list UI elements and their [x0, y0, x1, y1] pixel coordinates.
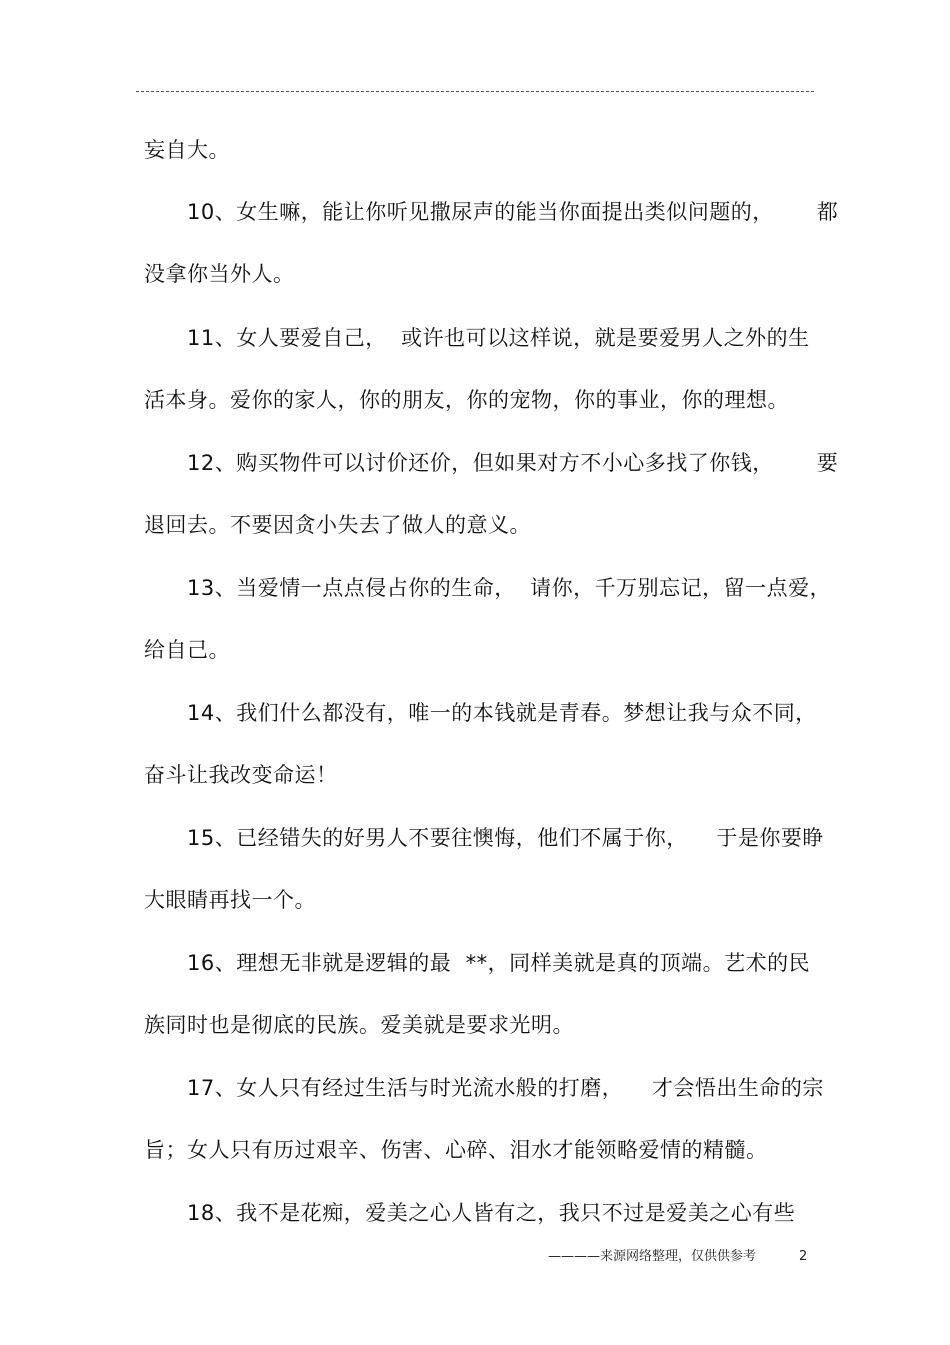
text-line: 18、我不是花痴，爱美之心人皆有之，我只不过是爱美之心有些 [187, 1201, 796, 1225]
text-line: 11、女人要爱自己， 或许也可以这样说，就是要爱男人之外的生 [187, 326, 810, 350]
page-number: 2 [799, 1249, 808, 1264]
text-line: 17、女人只有经过生活与时光流水般的打磨， 才会悟出生命的宗 [187, 1076, 824, 1100]
text-line: 没拿你当外人。 [144, 262, 295, 286]
text-line: 14、我们什么都没有，唯一的本钱就是青春。梦想让我与众不同， [187, 701, 817, 725]
text-line: 12、购买物件可以讨价还价，但如果对方不小心多找了你钱， 要 [187, 451, 839, 475]
text-line: 13、当爱情一点点侵占你的生命， 请你，千万别忘记，留一点爱， [187, 576, 832, 600]
text-line: 奋斗让我改变命运！ [144, 763, 338, 787]
text-line: 活本身。爱你的家人，你的朋友，你的宠物，你的事业，你的理想。 [144, 388, 789, 412]
text-line: 给自己。 [144, 638, 230, 662]
text-line: 族同时也是彻底的民族。爱美就是要求光明。 [144, 1013, 574, 1037]
text-line: 退回去。不要因贪小失去了做人的意义。 [144, 513, 531, 537]
text-line: 旨；女人只有历过艰辛、伤害、心碎、泪水才能领略爱情的精髓。 [144, 1138, 768, 1162]
text-line: 10、女生嘛，能让你听见撒尿声的能当你面提出类似问题的， 都 [187, 200, 839, 224]
footer-source-note: ————来源网络整理，仅供供参考 [548, 1249, 757, 1264]
text-line: 大眼睛再找一个。 [144, 888, 316, 912]
header-divider [136, 91, 814, 92]
text-line: 16、理想无非就是逻辑的最 **，同样美就是真的顶端。艺术的民 [187, 951, 811, 975]
text-line: 妄自大。 [144, 138, 230, 162]
text-line: 15、已经错失的好男人不要往懊悔，他们不属于你， 于是你要睁 [187, 826, 824, 850]
